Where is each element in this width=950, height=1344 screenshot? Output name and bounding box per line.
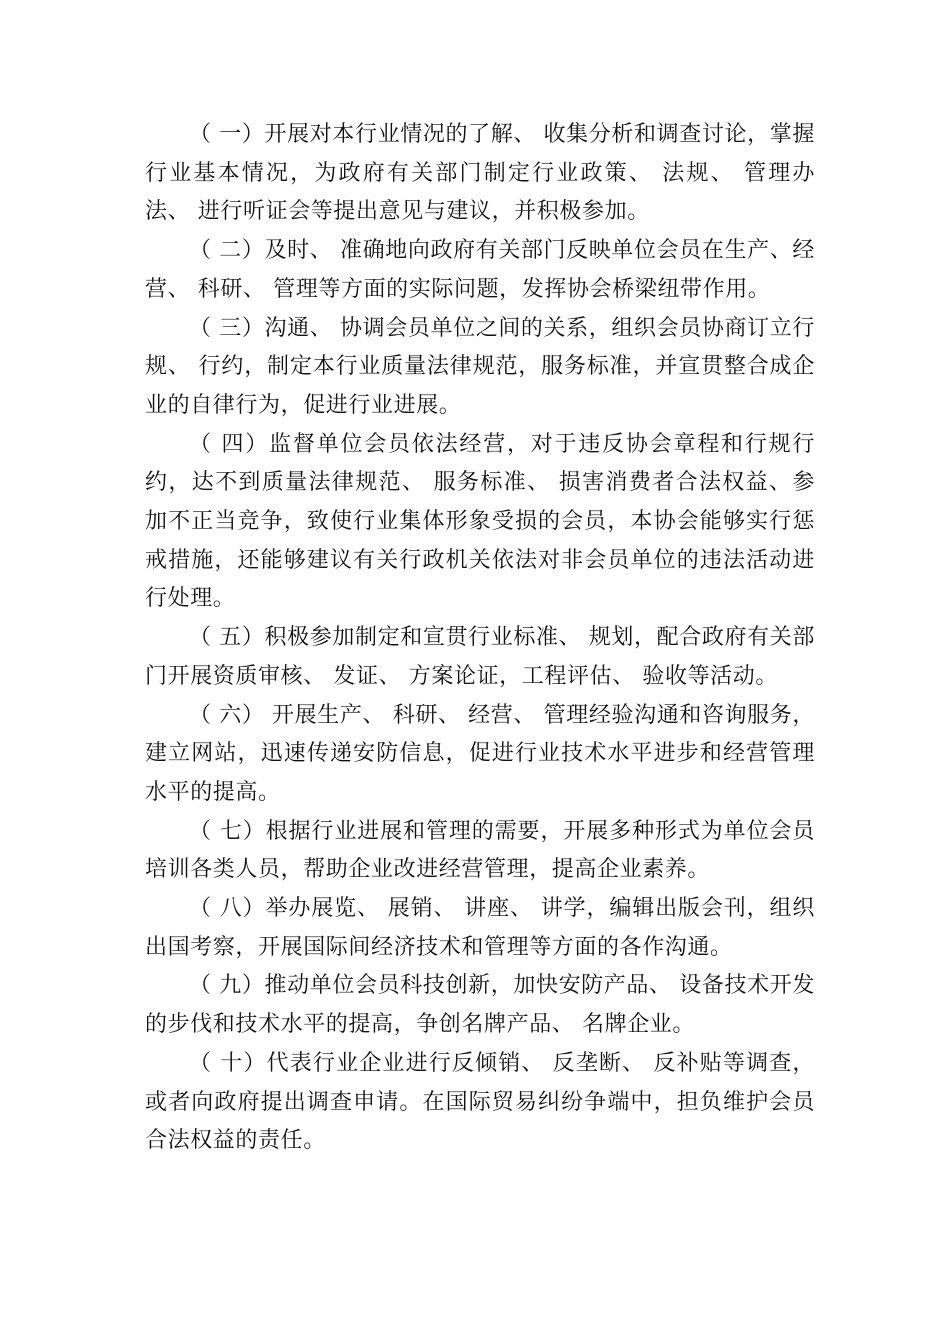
paragraph-4: （ 四）监督单位会员依法经营，对于违反协会章程和行规行约，达不到质量法律规范、 服务标准、 损害消费者合法权益、参加不正当竞争，致使行业集体形象受损的会员，本协会能够实行惩戒措施，还能够建议有关行政机关依法对非会员单位的违法活动进行处理。 <box>145 431 815 612</box>
paragraph-1: （ 一）开展对本行业情况的了解、 收集分析和调查讨论，掌握行业基本情况，为政府有关部门制定行业政策、 法规、 管理办法、 进行听证会等提出意见与建议，并积极参加。 <box>145 122 815 225</box>
paragraph-3: （ 三）沟通、 协调会员单位之间的关系，组织会员协商订立行规、 行约，制定本行业质量法律规范，服务标准，并宣贯整合成企业的自律行为，促进行业进展。 <box>145 315 815 418</box>
paragraph-7: （ 七）根据行业进展和管理的需要，开展多种形式为单位会员培训各类人员，帮助企业改进经营管理，提高企业素养。 <box>145 818 815 883</box>
paragraph-6: （ 六） 开展生产、 科研、 经营、 管理经验沟通和咨询服务，建立网站，迅速传递安防信息，促进行业技术水平进步和经营管理水平的提高。 <box>145 702 815 805</box>
paragraph-5: （ 五）积极参加制定和宣贯行业标准、 规划，配合政府有关部门开展资质审核、 发证、 方案论证，工程评估、 验收等活动。 <box>145 625 815 689</box>
paragraph-9: （ 九）推动单位会员科技创新，加快安防产品、 设备技术开发的步伐和技术水平的提高，争创名牌产品、 名牌企业。 <box>145 973 815 1038</box>
paragraph-10: （ 十）代表行业企业进行反倾销、 反垄断、 反补贴等调查，或者向政府提出调查申请。在国际贸易纠纷争端中，担负维护会员合法权益的责任。 <box>145 1050 815 1154</box>
paragraph-2: （ 二）及时、 准确地向政府有关部门反映单位会员在生产、经营、 科研、 管理等方面的实际问题，发挥协会桥梁纽带作用。 <box>145 238 815 302</box>
paragraph-8: （ 八）举办展览、 展销、 讲座、 讲学，编辑出版会刊，组织出国考察，开展国际间经济技术和管理等方面的各作沟通。 <box>145 896 815 960</box>
document-body <box>145 116 815 1161</box>
